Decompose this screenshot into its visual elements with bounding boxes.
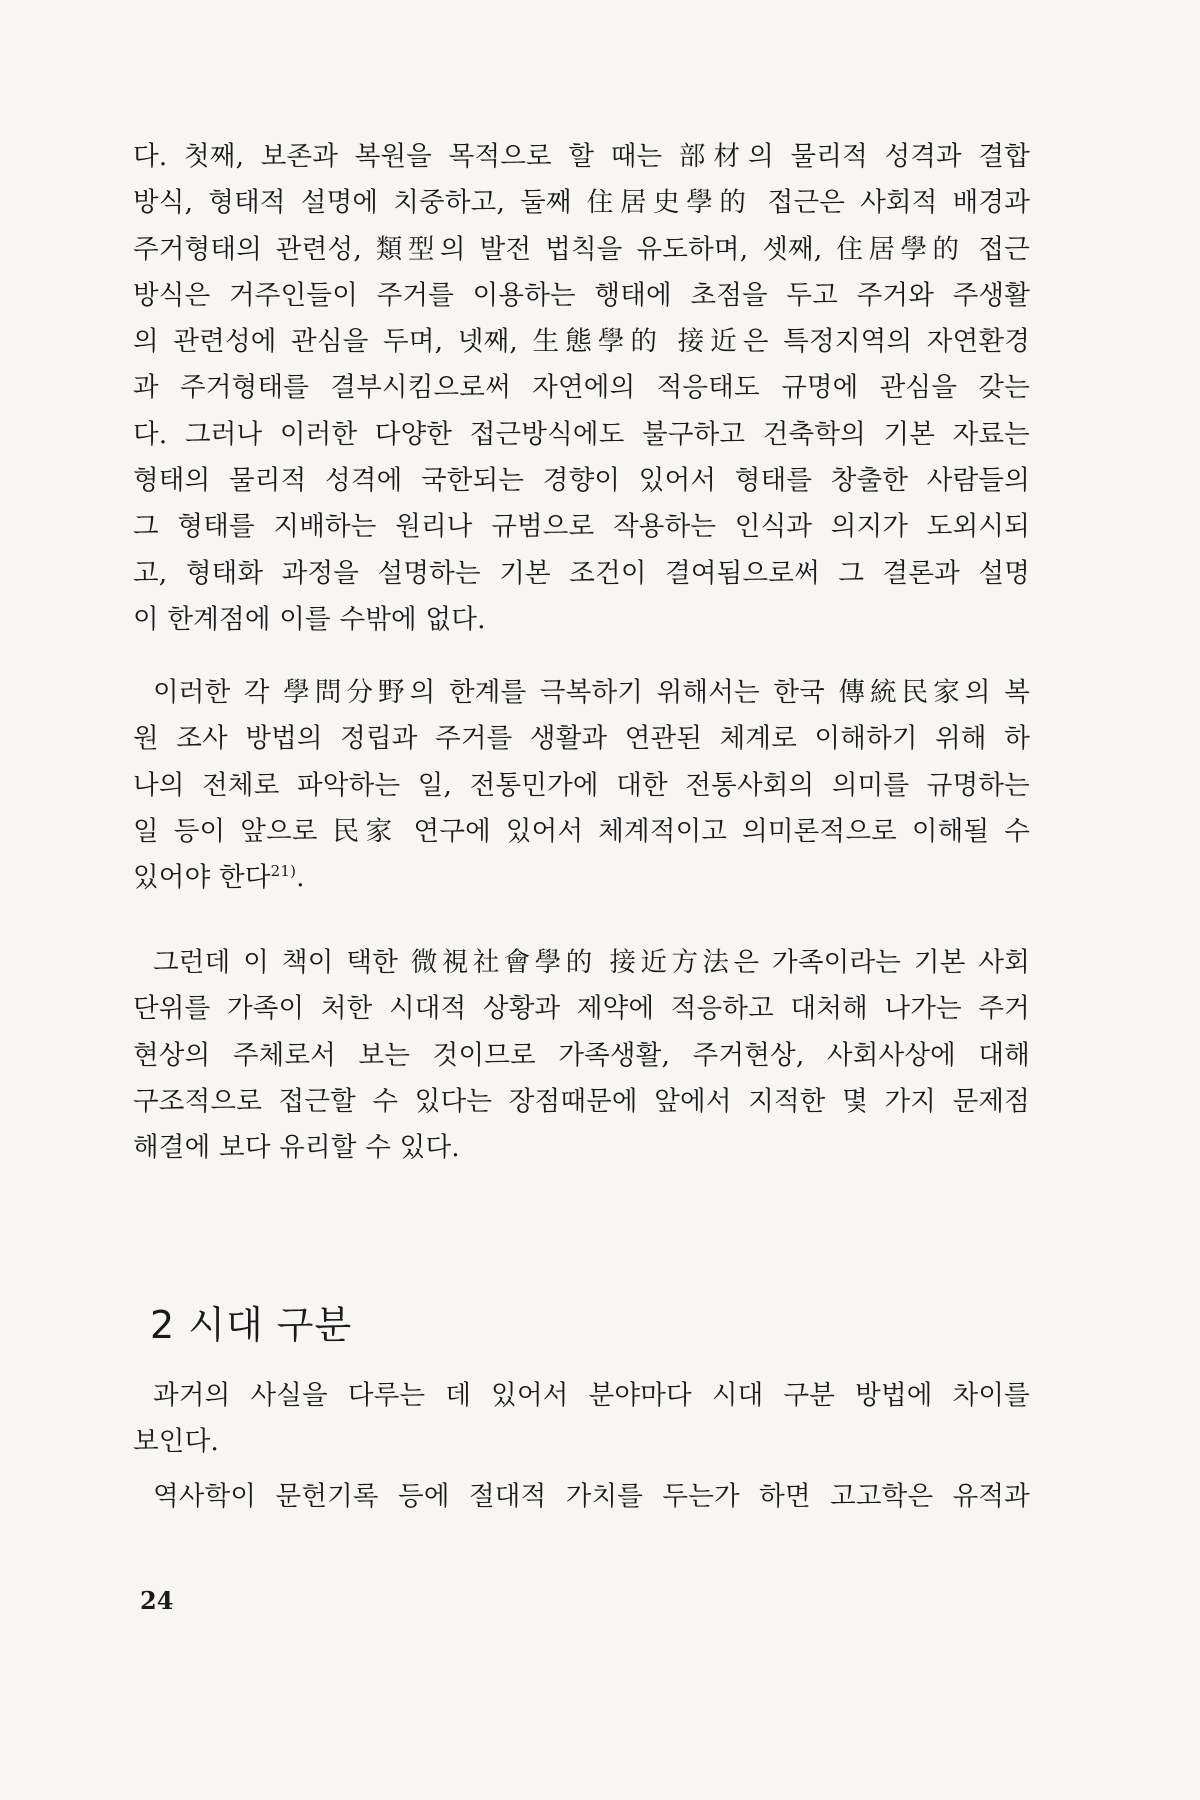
paragraph-overcoming-limits xyxy=(133,670,1030,901)
text-line: 과 주거형태를 결부시킴으로써 자연에의 적응태도 규명에 관심을 갖는 xyxy=(133,372,1030,404)
text-line: 단위를 가족이 처한 시대적 상황과 제약에 적응하고 대처해 나가는 주거 xyxy=(133,993,1030,1025)
text-line: 이 한계점에 이를 수밖에 없다. xyxy=(133,603,486,635)
text-line: 역사학이 문헌기록 등에 절대적 가치를 두는가 하면 고고학은 유적과 xyxy=(153,1481,1030,1512)
text-line: 일 등이 앞으로 民家 연구에 있어서 체계적이고 의미론적으로 이해될 수 xyxy=(133,815,1030,847)
text-line: 형태의 물리적 성격에 국한되는 경향이 있어서 형태를 창출한 사람들의 xyxy=(133,465,1030,497)
text-line: 구조적으로 접근할 수 있다는 장점때문에 앞에서 지적한 몇 가지 문제점 xyxy=(133,1085,1030,1117)
text-line: 의 관련성에 관심을 두며, 넷째, 生態學的 接近은 특정지역의 자연환경 xyxy=(133,326,1030,358)
text-line: 주거형태의 관련성, 類型의 발전 법칙을 유도하며, 셋째, 住居學的 접근 xyxy=(133,233,1030,265)
text-line: 다. 첫째, 보존과 복원을 목적으로 할 때는 部材의 물리적 성격과 결합 xyxy=(133,141,1030,172)
text-line-body: 있어야 한다 xyxy=(133,862,271,894)
text-line: 보인다. xyxy=(133,1426,220,1458)
paragraph-microsocial-approach xyxy=(133,940,1030,1171)
text-line: 그 형태를 지배하는 원리나 규범으로 작용하는 인식과 의지가 도외시되 xyxy=(133,511,1030,543)
text-line: 고, 형태화 과정을 설명하는 기본 조건이 결여됨으로써 그 결론과 설명 xyxy=(133,557,1030,589)
section-heading: 2 시대 구분 xyxy=(150,1302,353,1347)
paragraph-periodization-intro xyxy=(133,1373,1030,1466)
text-line: 그런데 이 책이 택한 微視社會學的 接近方法은 가족이라는 기본 사회 xyxy=(153,947,1030,978)
text-line: 다. 그러나 이러한 다양한 접근방식에도 불구하고 건축학의 기본 자료는 xyxy=(133,418,1030,450)
text-line: 이러한 각 學問分野의 한계를 극복하기 위해서는 한국 傳統民家의 복 xyxy=(153,677,1030,708)
paragraph-approaches xyxy=(133,134,1030,643)
text-line xyxy=(133,855,1030,901)
text-line: 현상의 주체로서 보는 것이므로 가족생활, 주거현상, 사회사상에 대해 xyxy=(133,1039,1030,1071)
text-line: 해결에 보다 유리할 수 있다. xyxy=(133,1132,460,1164)
paragraph-history-archaeology xyxy=(133,1474,1030,1520)
text-line: 나의 전체로 파악하는 일, 전통민가에 대한 전통사회의 의미를 규명하는 xyxy=(133,769,1030,801)
text-line-end: . xyxy=(296,862,305,894)
text-line: 방식은 거주인들이 주거를 이용하는 행태에 초점을 두고 주거와 주생활 xyxy=(133,279,1030,311)
text-line: 과거의 사실을 다루는 데 있어서 분야마다 시대 구분 방법에 차이를 xyxy=(153,1380,1030,1411)
page-number: 24 xyxy=(140,1586,174,1615)
text-line: 원 조사 방법의 정립과 주거를 생활과 연관된 체계로 이해하기 위해 하 xyxy=(133,723,1030,755)
footnote-reference[interactable]: 21) xyxy=(270,862,297,881)
text-line: 방식, 형태적 설명에 치중하고, 둘째 住居史學的 접근은 사회적 배경과 xyxy=(133,187,1030,219)
